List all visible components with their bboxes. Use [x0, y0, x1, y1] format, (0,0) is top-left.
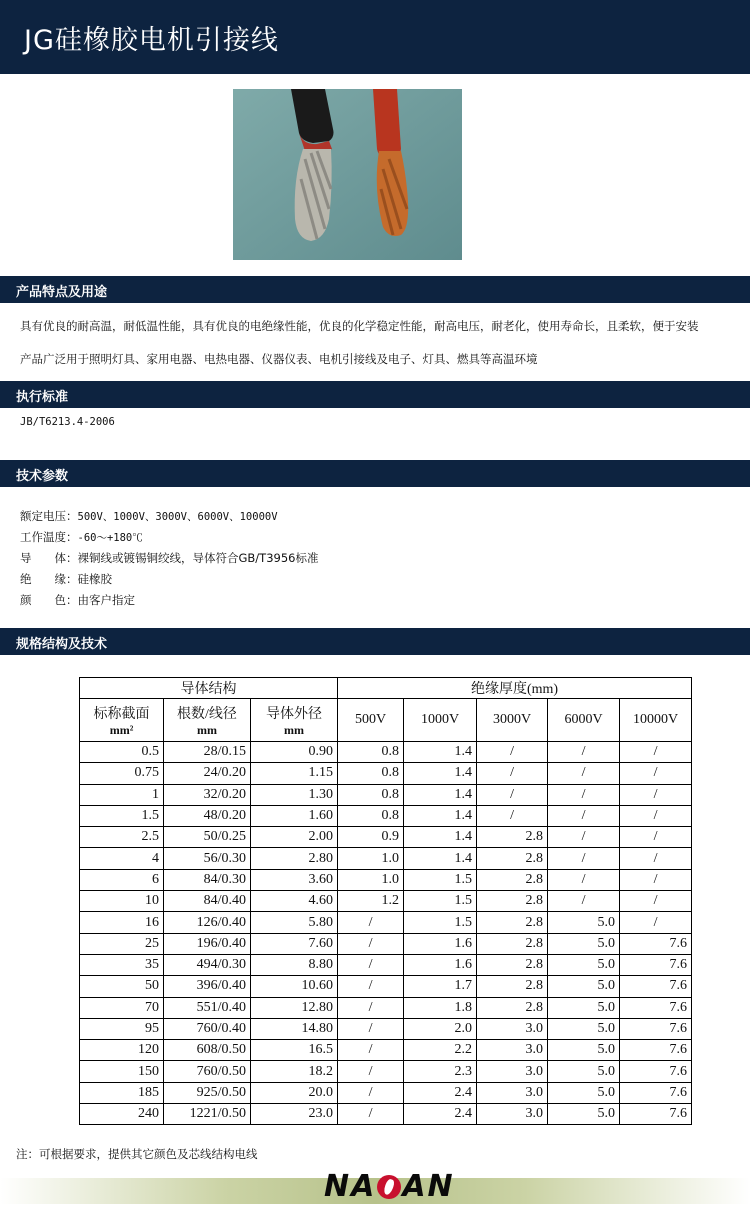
table-cell: / — [548, 869, 620, 890]
table-cell: / — [338, 954, 404, 975]
table-cell: 7.6 — [620, 1061, 692, 1082]
param-color: 颜 色：由客户指定 — [20, 593, 135, 607]
table-cell: 0.8 — [338, 742, 404, 763]
col-1000v: 1000V — [404, 699, 477, 742]
table-cell: 35 — [80, 954, 164, 975]
table-cell: 120 — [80, 1040, 164, 1061]
param-value: 硅橡胶 — [77, 572, 112, 586]
table-group-header — [80, 678, 692, 699]
param-label: 工作温度 — [20, 530, 66, 544]
table-cell: / — [477, 784, 548, 805]
table-cell: / — [548, 784, 620, 805]
table-cell: / — [338, 912, 404, 933]
table-cell: 2.8 — [477, 933, 548, 954]
table-cell: 3.0 — [477, 1104, 548, 1125]
table-row — [80, 1018, 692, 1039]
table-cell: / — [548, 742, 620, 763]
table-cell: 70 — [80, 997, 164, 1018]
table-cell: 2.8 — [477, 976, 548, 997]
table-cell: 1.0 — [338, 869, 404, 890]
table-cell: / — [548, 891, 620, 912]
table-row — [80, 912, 692, 933]
table-row — [80, 742, 692, 763]
param-temperature: 工作温度：-60～+180℃ — [20, 530, 143, 544]
section-params-title: 技术参数 — [16, 469, 69, 484]
table-cell: 2.3 — [404, 1061, 477, 1082]
table-cell: 0.8 — [338, 805, 404, 826]
table-row — [80, 1061, 692, 1082]
col-section — [80, 699, 164, 742]
table-cell: 5.0 — [548, 976, 620, 997]
table-cell: 5.0 — [548, 954, 620, 975]
param-value: 由客户指定 — [77, 593, 135, 607]
table-cell: 185 — [80, 1082, 164, 1103]
table-cell: 7.6 — [620, 1082, 692, 1103]
table-cell: / — [338, 1104, 404, 1125]
table-cell: 3.0 — [477, 1040, 548, 1061]
col-section-unit: mm² — [109, 722, 134, 737]
table-cell: / — [620, 784, 692, 805]
table-cell: 3.0 — [477, 1082, 548, 1103]
table-cell: 2.8 — [477, 954, 548, 975]
table-cell: 1.0 — [338, 848, 404, 869]
table-cell: 3.0 — [477, 1018, 548, 1039]
table-cell: 5.80 — [251, 912, 338, 933]
param-conductor: 导 体：裸铜线或镀锡铜绞线，导体符合GB/T3956标准 — [20, 551, 319, 565]
table-cell: 3.60 — [251, 869, 338, 890]
table-cell: / — [548, 805, 620, 826]
table-cell: 2.8 — [477, 912, 548, 933]
table-cell: 150 — [80, 1061, 164, 1082]
table-cell: 1.15 — [251, 763, 338, 784]
table-cell: 5.0 — [548, 1040, 620, 1061]
table-row — [80, 1104, 692, 1125]
table-cell: 1.7 — [404, 976, 477, 997]
table-cell: / — [620, 805, 692, 826]
col-strands — [164, 699, 251, 742]
group-conductor: 导体结构 — [80, 678, 338, 699]
table-cell: 551/0.40 — [164, 997, 251, 1018]
table-cell: 5.0 — [548, 1018, 620, 1039]
param-label: 额定电压 — [20, 509, 66, 523]
param-value: -60～+180℃ — [77, 532, 143, 544]
table-row — [80, 1040, 692, 1061]
table-cell: 2.80 — [251, 848, 338, 869]
table-cell: 1.6 — [404, 954, 477, 975]
table-cell: / — [620, 869, 692, 890]
table-cell: 16.5 — [251, 1040, 338, 1061]
table-cell: 12.80 — [251, 997, 338, 1018]
table-cell: 7.6 — [620, 976, 692, 997]
table-row — [80, 848, 692, 869]
table-cell: 2.8 — [477, 848, 548, 869]
table-cell: 2.5 — [80, 827, 164, 848]
table-cell: 1.5 — [80, 805, 164, 826]
cable-illustration — [233, 89, 462, 260]
group-insulation: 绝缘厚度(mm) — [338, 678, 692, 699]
table-cell: 1.4 — [404, 763, 477, 784]
title-bar — [0, 0, 750, 74]
table-row — [80, 954, 692, 975]
table-cell: / — [477, 742, 548, 763]
brand-logo: NA AN — [324, 1169, 455, 1204]
table-cell: 1.4 — [404, 848, 477, 869]
table-cell: 1.4 — [404, 827, 477, 848]
table-cell: 760/0.40 — [164, 1018, 251, 1039]
table-cell: 95 — [80, 1018, 164, 1039]
table-cell: 2.8 — [477, 869, 548, 890]
table-cell: 126/0.40 — [164, 912, 251, 933]
section-features-title: 产品特点及用途 — [16, 285, 108, 300]
table-cell: 5.0 — [548, 912, 620, 933]
table-cell: 2.00 — [251, 827, 338, 848]
table-column-header — [80, 699, 692, 742]
col-section-label: 标称截面 — [93, 706, 150, 722]
standard-text: JB/T6213.4-2006 — [20, 416, 115, 428]
table-cell: 396/0.40 — [164, 976, 251, 997]
table-cell: 1.4 — [404, 805, 477, 826]
col-strands-label: 根数/线径 — [177, 706, 237, 722]
table-row — [80, 997, 692, 1018]
table-cell: 1.30 — [251, 784, 338, 805]
table-cell: 8.80 — [251, 954, 338, 975]
section-spec — [0, 628, 750, 655]
table-cell: / — [338, 1061, 404, 1082]
table-row — [80, 933, 692, 954]
table-cell: 7.6 — [620, 954, 692, 975]
table-cell: 7.6 — [620, 1018, 692, 1039]
param-label: 导 体 — [20, 551, 66, 565]
footnote: 注：可根据要求，提供其它颜色及芯线结构电线 — [16, 1147, 258, 1161]
table-cell: 608/0.50 — [164, 1040, 251, 1061]
table-cell: / — [620, 912, 692, 933]
table-cell: 2.8 — [477, 827, 548, 848]
table-cell: 1.5 — [404, 891, 477, 912]
table-cell: 1.6 — [404, 933, 477, 954]
table-row — [80, 827, 692, 848]
section-standard-title: 执行标准 — [16, 390, 69, 405]
table-cell: 0.90 — [251, 742, 338, 763]
table-cell: 2.4 — [404, 1082, 477, 1103]
table-cell: 3.0 — [477, 1061, 548, 1082]
table-cell: 925/0.50 — [164, 1082, 251, 1103]
table-cell: 4.60 — [251, 891, 338, 912]
param-value: 500V、1000V、3000V、6000V、10000V — [77, 511, 278, 523]
table-cell: / — [620, 848, 692, 869]
table-cell: 16 — [80, 912, 164, 933]
table-cell: 7.60 — [251, 933, 338, 954]
table-cell: 2.2 — [404, 1040, 477, 1061]
table-cell: 5.0 — [548, 933, 620, 954]
table-cell: 5.0 — [548, 1082, 620, 1103]
table-cell: / — [620, 891, 692, 912]
table-cell: 25 — [80, 933, 164, 954]
col-strands-unit: mm — [197, 722, 217, 737]
table-cell: 48/0.20 — [164, 805, 251, 826]
table-cell: 84/0.40 — [164, 891, 251, 912]
table-cell: / — [338, 933, 404, 954]
logo-mark-icon — [377, 1175, 401, 1199]
table-cell: 1.60 — [251, 805, 338, 826]
table-cell: / — [338, 1040, 404, 1061]
table-cell: 10 — [80, 891, 164, 912]
table-cell: 32/0.20 — [164, 784, 251, 805]
col-3000v: 3000V — [477, 699, 548, 742]
table-cell: 1.8 — [404, 997, 477, 1018]
table-cell: 0.5 — [80, 742, 164, 763]
table-cell: 5.0 — [548, 997, 620, 1018]
table-row — [80, 869, 692, 890]
table-row — [80, 784, 692, 805]
table-cell: 196/0.40 — [164, 933, 251, 954]
table-cell: / — [338, 1018, 404, 1039]
param-voltage: 额定电压：500V、1000V、3000V、6000V、10000V — [20, 509, 278, 523]
table-cell: 1.4 — [404, 742, 477, 763]
table-row — [80, 1082, 692, 1103]
table-cell: 20.0 — [251, 1082, 338, 1103]
table-cell: 2.0 — [404, 1018, 477, 1039]
table-cell: 24/0.20 — [164, 763, 251, 784]
table-cell: 1221/0.50 — [164, 1104, 251, 1125]
table-cell: 28/0.15 — [164, 742, 251, 763]
table-cell: 1 — [80, 784, 164, 805]
table-cell: 0.8 — [338, 784, 404, 805]
table-cell: 14.80 — [251, 1018, 338, 1039]
table-cell: 18.2 — [251, 1061, 338, 1082]
table-cell: / — [338, 976, 404, 997]
table-cell: / — [548, 848, 620, 869]
table-cell: 240 — [80, 1104, 164, 1125]
table-cell: / — [620, 827, 692, 848]
spec-table — [79, 677, 692, 1125]
table-cell: 6 — [80, 869, 164, 890]
table-cell: 7.6 — [620, 933, 692, 954]
table-cell: 84/0.30 — [164, 869, 251, 890]
table-cell: 1.5 — [404, 869, 477, 890]
col-od-unit: mm — [284, 722, 305, 737]
table-row — [80, 976, 692, 997]
section-features — [0, 276, 750, 303]
table-cell: 1.4 — [404, 784, 477, 805]
table-cell: 2.4 — [404, 1104, 477, 1125]
table-cell: 2.8 — [477, 997, 548, 1018]
col-od-label: 导体外径 — [266, 706, 323, 722]
param-value: 裸铜线或镀锡铜绞线，导体符合GB/T3956标准 — [77, 551, 319, 565]
features-line-1: 具有优良的耐高温，耐低温性能，具有优良的电绝缘性能，优良的化学稳定性能，耐高电压，耐老化，使用寿命长，且柔软，便于安装 — [20, 319, 699, 333]
param-label: 绝 缘 — [20, 572, 66, 586]
table-cell: 23.0 — [251, 1104, 338, 1125]
param-insulation: 绝 缘：硅橡胶 — [20, 572, 112, 586]
table-cell: 50/0.25 — [164, 827, 251, 848]
table-cell: 56/0.30 — [164, 848, 251, 869]
page-title: JG硅橡胶电机引接线 — [24, 25, 279, 56]
table-cell: / — [338, 1082, 404, 1103]
table-row — [80, 805, 692, 826]
table-row — [80, 891, 692, 912]
table-cell: / — [338, 997, 404, 1018]
table-cell: / — [620, 742, 692, 763]
table-row — [80, 763, 692, 784]
table-cell: 0.9 — [338, 827, 404, 848]
table-cell: 494/0.30 — [164, 954, 251, 975]
section-spec-title: 规格结构及技术 — [16, 637, 108, 652]
table-cell: 0.8 — [338, 763, 404, 784]
table-cell: 1.2 — [338, 891, 404, 912]
table-cell: 4 — [80, 848, 164, 869]
param-label: 颜 色 — [20, 593, 66, 607]
section-standard — [0, 381, 750, 408]
table-cell: / — [477, 763, 548, 784]
table-cell: / — [548, 827, 620, 848]
table-cell: 1.5 — [404, 912, 477, 933]
table-cell: 760/0.50 — [164, 1061, 251, 1082]
col-od — [251, 699, 338, 742]
table-cell: 7.6 — [620, 1040, 692, 1061]
table-cell: 5.0 — [548, 1061, 620, 1082]
col-6000v: 6000V — [548, 699, 620, 742]
table-cell: 0.75 — [80, 763, 164, 784]
table-cell: 2.8 — [477, 891, 548, 912]
col-10000v: 10000V — [620, 699, 692, 742]
product-photo — [233, 89, 462, 260]
table-cell: / — [620, 763, 692, 784]
table-cell: / — [477, 805, 548, 826]
features-line-2: 产品广泛用于照明灯具、家用电器、电热电器、仪器仪表、电机引接线及电子、灯具、燃具等高温环境 — [20, 352, 538, 366]
col-500v: 500V — [338, 699, 404, 742]
table-cell: 5.0 — [548, 1104, 620, 1125]
table-cell: 50 — [80, 976, 164, 997]
table-cell: 7.6 — [620, 1104, 692, 1125]
table-cell: / — [548, 763, 620, 784]
table-cell: 10.60 — [251, 976, 338, 997]
table-cell: 7.6 — [620, 997, 692, 1018]
section-params — [0, 460, 750, 487]
